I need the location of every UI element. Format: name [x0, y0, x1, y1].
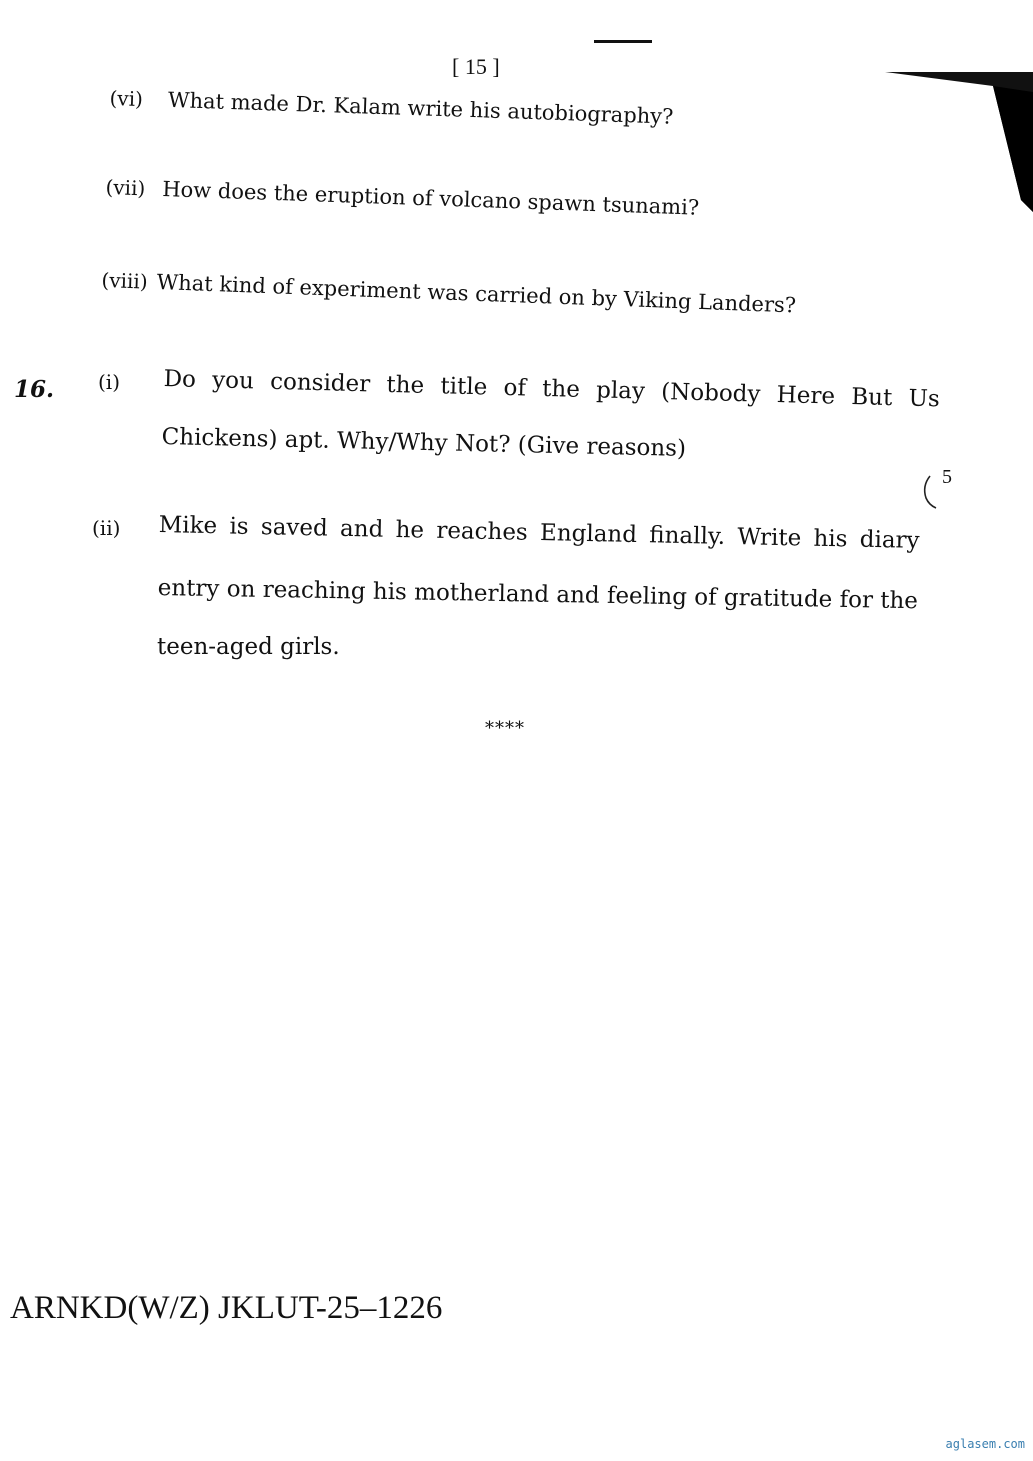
bracket-mark	[920, 474, 942, 510]
header-rule	[594, 40, 652, 43]
question-text: What kind of experiment was carried on by Viking Landers?	[156, 270, 797, 318]
part-i-line-1: Do you consider the title of the play (Nobody Here But Us	[163, 366, 941, 413]
question-vii	[105, 175, 699, 220]
question-label: (viii)	[101, 268, 149, 294]
part-ii-line-1: Mike is saved and he reaches England finally. Write his diary	[158, 512, 920, 554]
question-vi	[109, 86, 674, 129]
watermark-text: aglasem.com	[945, 1437, 1025, 1451]
question-number-16: 16.	[14, 376, 55, 403]
part-i-line-2: Chickens) apt. Why/Why Not? (Give reasons)	[161, 424, 687, 462]
part-ii-line-2: entry on reaching his motherland and feeling of gratitude for the	[157, 575, 919, 615]
question-text: How does the eruption of volcano spawn tsunami?	[161, 176, 700, 220]
part-i-label: (i)	[98, 370, 121, 394]
scan-shadow-corner	[885, 72, 1033, 212]
question-viii	[101, 268, 796, 317]
question-label: (vii)	[105, 175, 146, 201]
part-ii-label: (ii)	[92, 516, 121, 540]
page-number: [ 15 ]	[452, 54, 500, 79]
marks-value: 5	[942, 466, 952, 488]
paper-code: ARNKD(W/Z) JKLUT-25–1226	[10, 1290, 443, 1326]
end-marker: ****	[485, 718, 525, 739]
part-ii-line-3: teen-aged girls.	[157, 634, 340, 660]
question-label: (vi)	[109, 86, 144, 112]
question-text: What made Dr. Kalam write his autobiography?	[167, 87, 674, 129]
